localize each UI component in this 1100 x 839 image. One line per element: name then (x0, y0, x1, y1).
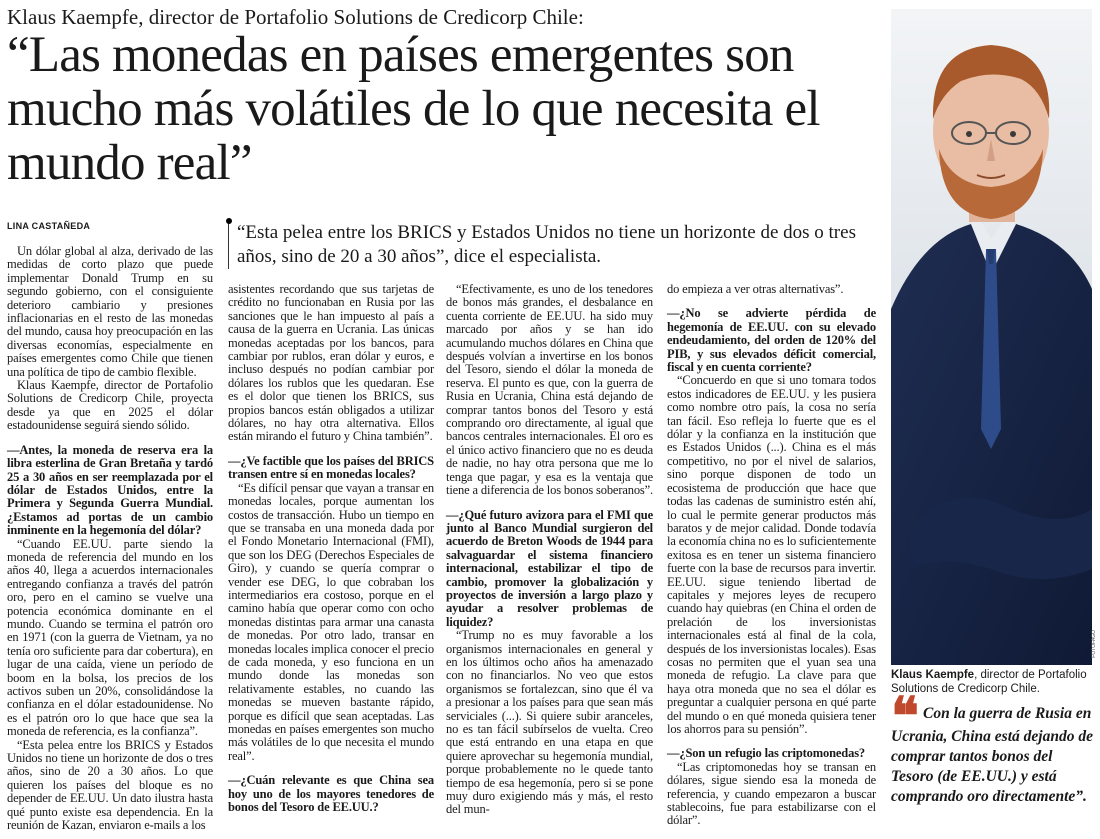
article-paragraph: asistentes recordando que sus tarjetas de crédito no funcionaban en Rusia por las sanciones que le han impuesto al país a causa de la guerra en Ucrania. Las únicas monedas aceptadas por los bancos, para cambiar por rublos, eran dólar y euros, e incluso después no podían cambiar por dólares los rublos que les quedaran. Ese es el dolor que tienen los BRICS, sus propios bancos están obligados a utilizar dólares, no hay otra alternativa. Ellos están mirando el futuro y China también”. (228, 282, 434, 444)
article-paragraph: do empieza a ver otras alternativas”. (667, 282, 844, 296)
article-paragraph: “Esta pelea entre los BRICS y Estados Unidos no tiene un horizonte de dos o tres años, sino de 20 a 30 años. Lo que quieren los países del bloque es no depender de EE.UU. Un dato ilustra hasta qué punto existe esa dependencia. En la reunión de Kazan, enviaron e-mails a los (7, 737, 213, 833)
interview-question: —¿Son un refugio las criptomonedas? (667, 746, 866, 761)
article-column-1 (7, 245, 213, 839)
interview-question: —¿Cuán relevante es que China sea hoy uno de los mayores tenedores de bonos del Tesoro de EE.UU.? (228, 773, 434, 815)
article-column-3 (446, 283, 653, 839)
headline: “Las monedas en países emergentes son mucho más volátiles de lo que necesita el mundo real” (7, 27, 820, 191)
article-paragraph: “Efectivamente, es uno de los tenedores de bonos más grandes, el desbalance en cuenta corriente de EE.UU. ha sido muy marcado por años y se han ido acumulando muchos dólares en China que después volvían a invertirse en los bonos del Tesoro, siendo el dólar la moneda de reserva. El punto es que, con la guerra de Rusia en Ucrania, China está dejando de comprar tantos bonos del Tesoro y está comprando oro directamente, al igual que bancos centrales internacionales. El oro es el único activo financiero que no es deuda de nadie, no hay otra persona que me lo tenga que pagar, y esa es la ventaja que tiene a diferencia de los bonos soberanos”. (446, 282, 654, 498)
article-column-2 (228, 283, 434, 839)
side-quote-text: Con la guerra de Rusia en Ucrania, China está dejando de comprar tantos bonos del Tesoro (de EE.UU.) y está comprando oro directamente”. (891, 705, 1093, 805)
article-paragraph: “Concuerdo en que si uno tomara todos estos indicadores de EE.UU. y les pusiera como nombre otro país, la cosa no sería tan fácil. Eso refleja lo fuerte que es el dólar y la confianza en la institución que es Estados Unidos (...). China es el más competitivo, no por el nivel de salarios, sino porque disponen de todo un ecosistema de producción que hace que todas las cadenas de suministro estén ahí, lo cual le permite generar productos más baratos y de mejor calidad. Donde todavía la economía china no es lo suficientemente exitosa es en tener un sistema financiero fuerte con la base de recursos para invertir. EE.UU. sigue teniendo libertad de capitales y mejores leyes de recupero cuando hay quiebras (en China el orden de prelación de los inversionistas internacionales está al final de la cola, después de los inversionistas locales). Esas cosas no permiten que el yuan sea una moneda de refugio. La clave para que haya otra moneda que no sea el dólar es preguntar a cualquier persona en qué parte del mundo o en qué moneda quisiera tener los ahorros para su pensión”. (667, 373, 876, 736)
interview-question: —¿No se advierte pérdida de hegemonía de EE.UU. con su elevado endeudamiento, del orden de 120% del PIB, y sus elevados déficit comercial, fiscal y en cuenta corriente? (667, 306, 876, 375)
interview-question: —¿Ve factible que los países del BRICS transen entre sí en monedas locales? (228, 453, 434, 482)
quote-mark-icon: ❝ (891, 686, 919, 747)
portrait-photo (891, 9, 1092, 665)
article-paragraph: “Trump no es muy favorable a los organismos internacionales en general y en los últimos ocho años ha amenazado con no financiarlos. No veo que estos organismos se fortalezcan, sino que él va a presionar a los países para que sean más serviciales (...). Si quiere subir aranceles, no es tan fácil subírselos de vuelta. Creo que está entrando en una etapa en que quiere aprovechar su hegemonía mundial, porque probablemente no le quede tanto tiempo de esa hegemonía, pero si se pone muy duro exigiendo más y más, el resto del mun- (446, 628, 653, 817)
article-paragraph: Un dólar global al alza, derivado de las medidas de corto plazo que puede implementar Donald Trump en su segundo gobierno, con el consiguiente deterioro cambiario y presiones inflacionarias en el resto de las monedas del mundo, causa hoy preocupación en las diversas economías, especialmente en países emergentes como Chile que tienen una política de tipo de cambio flexible. (7, 244, 213, 379)
photo-credit: FOTOFAGO (1091, 630, 1097, 658)
article-paragraph: “Las criptomonedas hoy se transan en dólares, sigue siendo esa la moneda de referencia, y cuando empezaron a buscar stablecoins, fue para estabilizarse con el dólar”. (667, 759, 876, 828)
side-quote (891, 686, 1096, 807)
caption-name: Klaus Kaempfe (891, 669, 975, 681)
interview-question: —Antes, la moneda de reserva era la libra esterlina de Gran Bretaña y tardó 25 a 30 años en ser reemplazada por el dólar de Estados Unidos, entre la Primera y Segunda Guerra Mundial. ¿Estamos ad portas de un cambio inminente en la hegemonía del dólar? (7, 442, 213, 538)
pull-quote-text: “Esta pelea entre los BRICS y Estados Unidos no tiene un horizonte de dos o tres años, sino de 20 a 30 años”, dice el especialista. (237, 222, 856, 267)
byline: LINA CASTAÑEDA (7, 221, 91, 231)
kicker: Klaus Kaempfe, director de Portafolio Solutions de Credicorp Chile: (7, 5, 584, 29)
pull-quote-dot (226, 218, 232, 224)
caption-role: , director de Portafolio Solutions de Credicorp Chile. (891, 669, 1087, 695)
article-paragraph: Klaus Kaempfe, director de Portafolio Solutions de Credicorp Chile, proyecta desde ya que en 2025 el dólar estadounidense seguirá siendo sólido. (7, 378, 213, 433)
article-paragraph: “Es difícil pensar que vayan a transar en monedas locales, porque aumentan los costos de transacción. Hubo un tiempo en que se transaba en una moneda dada por el Fondo Monetario Internacional (FMI), que son los DEG (Derechos Especiales de Giro), y cuando se quería comprar o vender ese DEG, lo que cobraban los intermediarios era costoso, porque en el camino había que operar como con ocho monedas distintas para armar una canasta de monedas. Por otro lado, transar en monedas locales implica conocer el precio de cada moneda, y eso funciona en un mundo donde las monedas son relativamente estables, no cuando las monedas se mueven bastante rápido, porque es difícil que sean aceptadas. Las monedas en países emergentes son mucho más volátiles de lo que necesita el mundo real”. (228, 480, 434, 763)
pull-quote (228, 221, 876, 269)
photo-caption (891, 668, 1096, 696)
interview-question: —¿Qué futuro avizora para el FMI que junto al Banco Mundial surgieron del acuerdo de Breton Woods de 1944 para salvaguardar el sistema financiero internacional, estabilizar el tipo de cambio, promover la globalización y proyectos de inversión a largo plazo y ayudar a resolver problemas de liquidez? (446, 507, 653, 629)
portrait-illustration (891, 9, 1092, 665)
article-paragraph: “Cuando EE.UU. parte siendo la moneda de referencia del mundo en los años 40, llega a acuerdos internacionales entregando confianza a través del patrón oro, pero en el camino se vuelve una potencia económica dominante en el mundo. Cuando se termina el patrón oro en 1971 (con la guerra de Vietnam, ya no tenía oro suficiente para dar cobertura), en lugar de una caída, viene un período de boom en la bolsa, los precios de los activos suben un 20%, consolidándose la confianza en el dólar estadounidense. No es el patrón oro lo que hace que sea la moneda de referencia, es la confianza”. (7, 536, 213, 739)
article-column-4 (667, 282, 876, 828)
